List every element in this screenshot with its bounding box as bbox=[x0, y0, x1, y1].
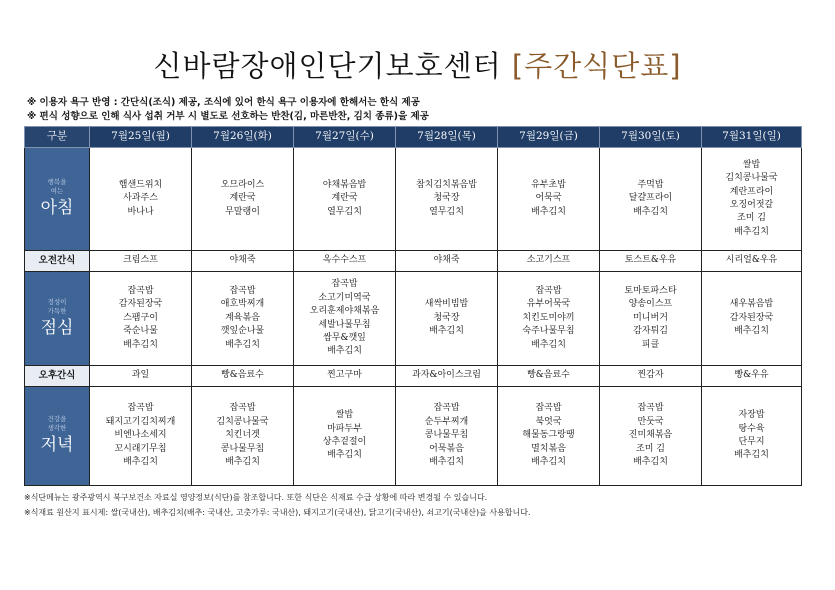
label-caption: 정성이 bbox=[47, 297, 67, 306]
menu-item: 애호박찌개 bbox=[220, 299, 265, 310]
menu-item: 탕수육 bbox=[738, 423, 765, 434]
label-caption: 행복을 bbox=[47, 178, 67, 186]
label-caption: 여는 bbox=[50, 187, 64, 195]
menu-item: 청국장 bbox=[433, 312, 460, 323]
menu-item: 잡곡밥 bbox=[127, 285, 154, 296]
afternoon-snack-label: 오후간식 bbox=[25, 366, 90, 387]
menu-item: 깻잎순나물 bbox=[220, 326, 265, 337]
menu-item: 배추김치 bbox=[633, 206, 668, 217]
day-header: 7월28일(목) bbox=[396, 127, 498, 148]
menu-item: 배추김치 bbox=[531, 339, 566, 350]
menu-item: 콩나물무침 bbox=[220, 443, 265, 454]
notice-line: ※ 편식 성향으로 인해 식사 섭취 거부 시 별도로 선호하는 반찬(김, 마른반찬, 김치 종류)을 제공 bbox=[27, 110, 429, 122]
day-header: 7월31일(일) bbox=[702, 127, 802, 148]
menu-item: 단무지 bbox=[738, 437, 765, 447]
menu-item: 쌈무&깻잎 bbox=[323, 332, 366, 343]
afternoon-snack-row bbox=[25, 366, 802, 387]
menu-item: 순두부찌개 bbox=[424, 416, 469, 427]
breakfast-cell bbox=[498, 148, 600, 251]
menu-item: 청국장 bbox=[433, 193, 460, 204]
menu-item: 배추김치 bbox=[531, 457, 566, 468]
breakfast-cell bbox=[600, 148, 702, 251]
menu-item: 무말랭이 bbox=[225, 206, 260, 217]
menu-item: 배추김치 bbox=[327, 346, 362, 357]
menu-item: 배추김치 bbox=[734, 226, 769, 237]
label-caption: 건강을 bbox=[47, 415, 67, 423]
menu-item: 만둣국 bbox=[637, 416, 664, 427]
label-title: 아침 bbox=[40, 198, 74, 218]
snack-cell: 빵&음료수 bbox=[498, 366, 600, 387]
snack-cell: 과자&아이스크림 bbox=[396, 366, 498, 387]
dinner-cell bbox=[294, 387, 396, 486]
lunch-cell bbox=[294, 272, 396, 366]
menu-item: 유부초밥 bbox=[531, 179, 566, 190]
notice-list bbox=[27, 96, 429, 123]
breakfast-cell bbox=[702, 148, 802, 251]
dinner-cell bbox=[90, 387, 192, 486]
menu-item: 세발나물무침 bbox=[318, 319, 371, 330]
menu-item: 잡곡밥 bbox=[229, 403, 256, 414]
menu-item: 감자된장국 bbox=[118, 299, 163, 310]
lunch-row bbox=[25, 272, 802, 366]
menu-item: 배추김치 bbox=[429, 457, 464, 468]
menu-item: 피클 bbox=[641, 339, 660, 350]
day-header: 7월29일(금) bbox=[498, 127, 600, 148]
menu-item: 멸치볶음 bbox=[531, 443, 566, 454]
menu-item: 토마토파스타 bbox=[624, 285, 677, 296]
menu-item: 배추김치 bbox=[225, 457, 260, 468]
menu-item: 잡곡밥 bbox=[637, 403, 664, 414]
day-header: 7월25일(월) bbox=[90, 127, 192, 148]
snack-cell: 찐고구마 bbox=[294, 366, 396, 387]
menu-item: 배추김치 bbox=[123, 339, 158, 350]
menu-item: 조미 김 bbox=[636, 443, 665, 454]
lunch-cell bbox=[600, 272, 702, 366]
snack-cell: 빵&우유 bbox=[702, 366, 802, 387]
label-caption: 생각한 bbox=[47, 424, 67, 432]
menu-item: 자장밥 bbox=[738, 410, 765, 421]
breakfast-cell bbox=[90, 148, 192, 251]
label-title: 저녁 bbox=[40, 435, 74, 455]
menu-item: 숙주나물무침 bbox=[522, 326, 575, 337]
morning-snack-label: 오전간식 bbox=[25, 251, 90, 272]
menu-item: 사과주스 bbox=[123, 193, 158, 204]
snack-cell: 과일 bbox=[90, 366, 192, 387]
snack-cell: 야채죽 bbox=[192, 251, 294, 272]
menu-item: 미니버거 bbox=[633, 312, 668, 323]
breakfast-cell bbox=[192, 148, 294, 251]
snack-cell: 토스트&우유 bbox=[600, 251, 702, 272]
menu-item: 새우볶음밥 bbox=[729, 299, 774, 310]
menu-item: 잡곡밥 bbox=[535, 285, 562, 296]
menu-item: 배추김치 bbox=[327, 450, 362, 461]
notice-line: ※ 이용자 욕구 반영 : 간단식(조식) 제공, 조식에 있어 한식 욕구 이용자에 한해서는 한식 제공 bbox=[27, 97, 420, 108]
page-title bbox=[0, 44, 835, 85]
menu-item: 새싹비빔밥 bbox=[424, 299, 469, 310]
day-header: 7월27일(수) bbox=[294, 127, 396, 148]
menu-item: 조미 김 bbox=[737, 213, 766, 224]
menu-item: 주먹밥 bbox=[637, 179, 664, 190]
footer-notes bbox=[24, 490, 531, 520]
snack-cell: 소고기스프 bbox=[498, 251, 600, 272]
menu-item: 돼지고기김치찌개 bbox=[105, 416, 176, 427]
menu-item: 북엇국 bbox=[535, 416, 562, 427]
lunch-cell bbox=[396, 272, 498, 366]
menu-item: 배추김치 bbox=[633, 457, 668, 468]
breakfast-cell bbox=[294, 148, 396, 251]
menu-item: 소고기미역국 bbox=[318, 292, 371, 303]
menu-item: 잡곡밥 bbox=[331, 279, 358, 290]
menu-item: 꼬시래기무침 bbox=[114, 443, 167, 454]
snack-cell: 크림스프 bbox=[90, 251, 192, 272]
menu-item: 콩나물무침 bbox=[424, 430, 469, 441]
menu-item: 감자튀김 bbox=[633, 326, 668, 337]
menu-item: 오므라이스 bbox=[220, 179, 265, 190]
menu-item: 마파두부 bbox=[327, 423, 362, 434]
snack-cell: 찐감자 bbox=[600, 366, 702, 387]
menu-item: 햄샌드위치 bbox=[118, 179, 163, 190]
menu-item: 참치김치볶음밥 bbox=[416, 179, 477, 190]
header-row bbox=[25, 127, 802, 148]
menu-item: 김치콩나물국 bbox=[725, 173, 778, 184]
menu-item: 달걀프라이 bbox=[628, 193, 673, 204]
dinner-cell bbox=[498, 387, 600, 486]
label-caption: 가득한 bbox=[47, 306, 67, 315]
menu-item: 유부어묵국 bbox=[526, 299, 571, 310]
menu-item: 치킨너겟 bbox=[225, 430, 260, 441]
dinner-cell bbox=[396, 387, 498, 486]
menu-item: 죽순나물 bbox=[123, 326, 158, 337]
menu-item: 오리훈제야채볶음 bbox=[309, 306, 380, 317]
menu-item: 배추김치 bbox=[531, 206, 566, 217]
menu-item: 쌀밥 bbox=[742, 159, 761, 170]
snack-cell: 빵&음료수 bbox=[192, 366, 294, 387]
menu-item: 어묵볶음 bbox=[429, 443, 464, 454]
day-header: 7월26일(화) bbox=[192, 127, 294, 148]
menu-item: 오징어젓갈 bbox=[729, 200, 774, 210]
footer-line: ※식재료 원산지 표시제: 쌀(국내산), 배추김치(배추: 국내산, 고춧가루: 국내산), 돼지고기(국내산), 닭고기(국내산), 쇠고기(국내산)을 사용합니다. bbox=[24, 508, 531, 517]
menu-item: 계란국 bbox=[229, 193, 256, 204]
menu-item: 계육볶음 bbox=[225, 312, 260, 323]
menu-item: 야채볶음밥 bbox=[322, 179, 367, 190]
menu-item: 배추김치 bbox=[429, 326, 464, 337]
lunch-cell bbox=[192, 272, 294, 366]
menu-item: 쌀밥 bbox=[335, 410, 354, 421]
lunch-cell bbox=[498, 272, 600, 366]
day-header: 7월30일(토) bbox=[600, 127, 702, 148]
menu-item: 스팸구이 bbox=[123, 312, 158, 323]
title-main: 신바람장애인단기보호센터 bbox=[153, 49, 502, 83]
snack-cell: 야채죽 bbox=[396, 251, 498, 272]
menu-item: 잡곡밥 bbox=[127, 403, 154, 414]
dinner-cell bbox=[600, 387, 702, 486]
dinner-cell bbox=[702, 387, 802, 486]
menu-item: 열무김치 bbox=[429, 206, 464, 217]
dinner-cell bbox=[192, 387, 294, 486]
menu-item: 잡곡밥 bbox=[433, 403, 460, 414]
footer-line: ※식단메뉴는 광주광역시 북구보건소 자료실 영양정보(식단)를 참조합니다. 또한 식단은 식재료 수급 상황에 따라 변경될 수 있습니다. bbox=[24, 493, 488, 502]
menu-item: 김치콩나물국 bbox=[216, 416, 269, 427]
menu-item: 배추김치 bbox=[123, 457, 158, 468]
dinner-row bbox=[25, 387, 802, 486]
menu-item: 배추김치 bbox=[734, 326, 769, 337]
menu-item: 진미채볶음 bbox=[628, 430, 673, 441]
label-title: 점심 bbox=[40, 317, 74, 338]
header-corner: 구분 bbox=[25, 127, 90, 148]
snack-cell: 옥수수스프 bbox=[294, 251, 396, 272]
menu-item: 잡곡밥 bbox=[229, 285, 256, 296]
breakfast-cell bbox=[396, 148, 498, 251]
morning-snack-row bbox=[25, 251, 802, 272]
menu-item: 해물동그랑땡 bbox=[522, 430, 575, 441]
menu-item: 비엔나소세지 bbox=[114, 430, 167, 441]
weekly-menu-table bbox=[24, 126, 802, 486]
menu-item: 상추겉절이 bbox=[322, 437, 367, 447]
menu-item: 치킨도미야끼 bbox=[522, 312, 575, 323]
breakfast-row bbox=[25, 148, 802, 251]
menu-item: 열무김치 bbox=[327, 206, 362, 217]
menu-item: 계란프라이 bbox=[729, 186, 774, 197]
breakfast-label bbox=[25, 148, 90, 251]
menu-item: 감자된장국 bbox=[729, 312, 774, 323]
menu-item: 어묵국 bbox=[535, 193, 562, 204]
lunch-label bbox=[25, 272, 90, 366]
menu-item: 바나나 bbox=[127, 206, 154, 217]
menu-item: 잡곡밥 bbox=[535, 403, 562, 414]
title-sub: [주간식단표] bbox=[511, 49, 682, 83]
dinner-label bbox=[25, 387, 90, 486]
menu-item: 양송이스프 bbox=[628, 299, 673, 310]
menu-item: 배추김치 bbox=[734, 450, 769, 461]
menu-item: 계란국 bbox=[331, 193, 358, 204]
snack-cell: 시리얼&우유 bbox=[702, 251, 802, 272]
lunch-cell bbox=[702, 272, 802, 366]
lunch-cell bbox=[90, 272, 192, 366]
menu-item: 배추김치 bbox=[225, 339, 260, 350]
